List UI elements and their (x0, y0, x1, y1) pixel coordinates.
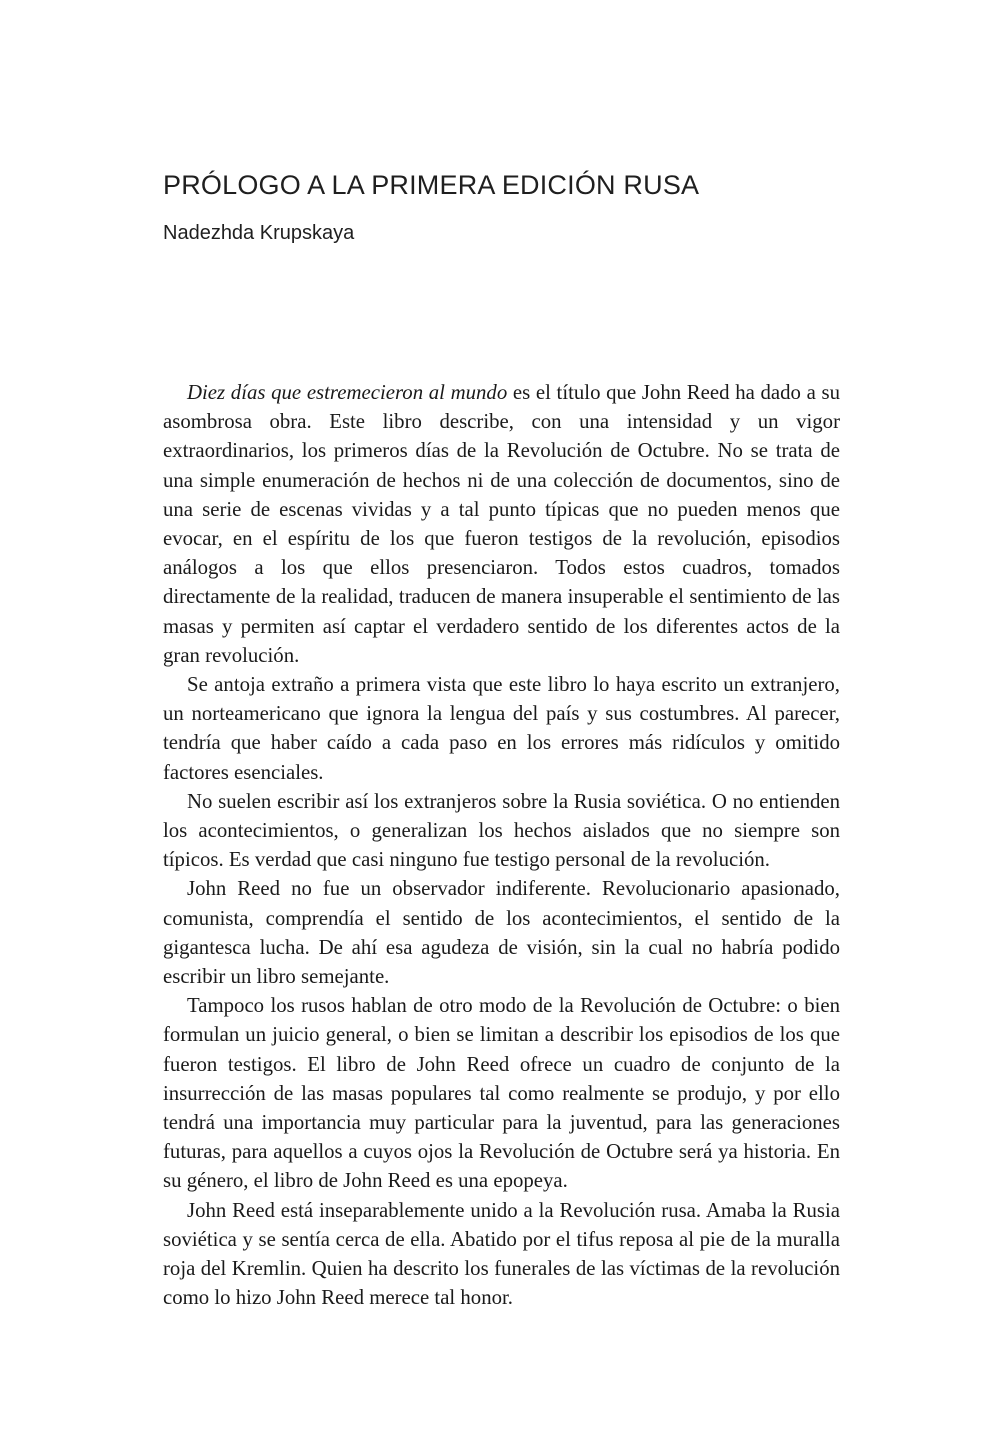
body-text (163, 378, 840, 1313)
paragraph-5: Tampoco los rusos hablan de otro modo de la Revolución de Octubre: o bien formulan un juicio general, o bien se limitan a describir los episodios de los que fueron testigos. El libro de John Reed ofrece un cuadro de conjunto de la insurrección de las masas populares tal como realmente se produjo, y por ello tendrá una importancia muy particular para la juventud, para las generaciones futuras, para aquellos a cuyos ojos la Revolución de Octubre será ya historia. En su género, el libro de John Reed es una epopeya. (163, 994, 840, 1193)
author-name: Nadezhda Krupskaya (163, 222, 355, 244)
paragraph-1 (163, 378, 840, 670)
chapter-title: PRÓLOGO A LA PRIMERA EDICIÓN RUSA (163, 170, 700, 200)
book-title-italic: Diez días que estremecieron al mundo (187, 381, 508, 404)
paragraph-4: John Reed no fue un observador indiferente. Revolucionario apasionado, comunista, comprendía el sentido de los acontecimientos, el sentido de la gigantesca lucha. De ahí esa agudeza de visión, sin la cual no habría podido escribir un libro semejante. (163, 877, 840, 989)
paragraph-3: No suelen escribir así los extranjeros sobre la Rusia soviética. O no entienden los acontecimientos, o generalizan los hechos aislados que no siempre son típicos. Es verdad que casi ninguno fue testigo personal de la revolución. (163, 789, 840, 872)
paragraph-6: John Reed está inseparablemente unido a la Revolución rusa. Amaba la Rusia soviética y se sentía cerca de ella. Abatido por el tifus reposa al pie de la muralla roja del Kremlin. Quien ha descrito los funerales de las víctimas de la revolución como lo hizo John Reed merece tal honor. (163, 1198, 840, 1310)
paragraph-2: Se antoja extraño a primera vista que este libro lo haya escrito un extranjero, un norteamericano que ignora la lengua del país y sus costumbres. Al parecer, tendría que haber caído a cada paso en los errores más ridículos y omitido factores esenciales. (163, 673, 840, 784)
paragraph-1-text: es el título que John Reed ha dado a su asombrosa obra. Este libro describe, con una intensidad y un vigor extraordinarios, los primeros días de la Revolución de Octubre. No se trata de una simple enumeración de hechos ni de una colección de documentos, sino de una serie de escenas vividas y a tal punto típicas que no pueden menos que evocar, en el espíritu de los que fueron testigos de la revolución, episodios análogos a los que ellos presenciaron. Todos estos cuadros, tomados directamente de la realidad, traducen de manera insuperable el sentimiento de las masas y permiten así captar el verdadero sentido de los diferentes actos de la gran revolución. (163, 381, 840, 667)
